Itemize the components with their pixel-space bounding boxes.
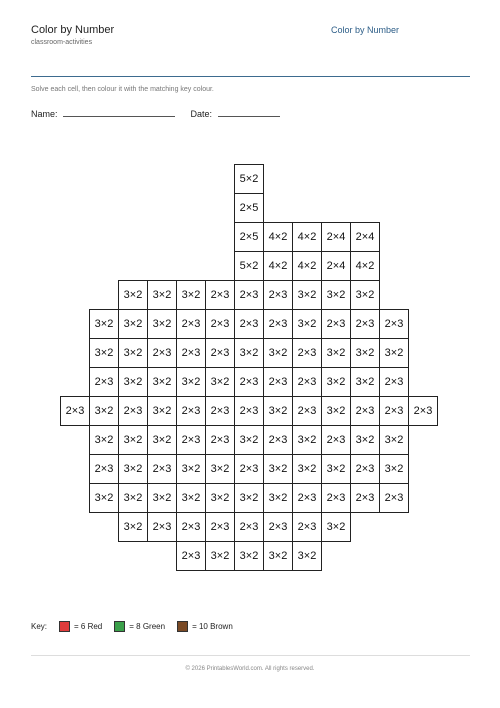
grid-cell[interactable]: 3×2 — [263, 541, 293, 571]
key-item-green — [114, 621, 165, 632]
page-title: Color by Number — [31, 24, 115, 36]
grid-cell[interactable]: 3×2 — [292, 280, 322, 310]
grid-cell[interactable]: 2×3 — [292, 367, 322, 397]
grid-cell[interactable]: 3×2 — [147, 280, 177, 310]
key-item-label: = 6 Red — [74, 622, 103, 631]
grid-cell[interactable]: 2×3 — [379, 309, 409, 339]
grid-cell[interactable]: 2×3 — [379, 483, 409, 513]
grid-cell[interactable]: 2×4 — [321, 251, 351, 281]
grid-cell[interactable]: 3×2 — [350, 338, 380, 368]
grid-cell[interactable]: 2×5 — [234, 222, 264, 252]
header-link[interactable]: Color by Number — [330, 25, 399, 35]
grid-cell[interactable]: 3×2 — [379, 338, 409, 368]
grid-cell[interactable]: 3×2 — [263, 454, 293, 484]
grid-cell[interactable]: 2×3 — [292, 338, 322, 368]
grid-cell[interactable]: 3×2 — [118, 425, 148, 455]
grid-cell[interactable]: 3×2 — [321, 280, 351, 310]
grid-cell[interactable]: 3×2 — [205, 454, 235, 484]
grid-cell[interactable]: 2×5 — [234, 193, 264, 223]
grid-cell[interactable]: 2×3 — [205, 280, 235, 310]
green-swatch — [114, 621, 125, 632]
grid-cell[interactable]: 3×2 — [234, 425, 264, 455]
grid-cell[interactable]: 2×3 — [263, 367, 293, 397]
grid-cell[interactable]: 2×3 — [350, 483, 380, 513]
grid-cell[interactable]: 2×3 — [292, 512, 322, 542]
grid-cell[interactable]: 2×3 — [234, 309, 264, 339]
grid-cell[interactable]: 3×2 — [321, 338, 351, 368]
key-item-red — [59, 621, 102, 632]
grid-cell[interactable]: 3×2 — [292, 454, 322, 484]
grid-cell[interactable]: 3×2 — [118, 338, 148, 368]
grid-cell[interactable]: 3×2 — [176, 454, 206, 484]
grid-cell[interactable]: 2×3 — [350, 454, 380, 484]
grid-cell[interactable]: 2×4 — [321, 222, 351, 252]
grid-cell[interactable]: 2×3 — [147, 338, 177, 368]
grid-cell[interactable]: 3×2 — [321, 367, 351, 397]
brown-swatch — [177, 621, 188, 632]
grid-cell[interactable]: 3×2 — [89, 483, 119, 513]
grid-cell[interactable]: 2×3 — [234, 367, 264, 397]
grid-cell[interactable]: 2×3 — [263, 280, 293, 310]
grid-cell[interactable]: 2×3 — [176, 396, 206, 426]
grid-cell[interactable]: 3×2 — [263, 338, 293, 368]
grid-cell[interactable]: 2×3 — [234, 512, 264, 542]
grid-cell[interactable]: 4×2 — [292, 222, 322, 252]
grid-cell[interactable]: 4×2 — [263, 222, 293, 252]
grid-cell[interactable]: 3×2 — [118, 454, 148, 484]
grid-cell[interactable]: 2×3 — [292, 396, 322, 426]
grid-cell[interactable]: 2×3 — [263, 425, 293, 455]
grid-cell[interactable]: 3×2 — [147, 396, 177, 426]
grid-cell[interactable]: 2×3 — [205, 512, 235, 542]
grid-cell[interactable]: 4×2 — [263, 251, 293, 281]
grid-cell[interactable]: 3×2 — [234, 483, 264, 513]
grid-cell[interactable]: 2×3 — [118, 396, 148, 426]
grid-cell[interactable]: 2×3 — [147, 454, 177, 484]
grid-cell[interactable]: 3×2 — [147, 367, 177, 397]
grid-cell[interactable]: 3×2 — [379, 454, 409, 484]
grid-cell[interactable]: 3×2 — [234, 541, 264, 571]
grid-cell[interactable]: 2×3 — [350, 309, 380, 339]
grid-cell[interactable]: 3×2 — [118, 280, 148, 310]
grid-cell[interactable]: 3×2 — [89, 425, 119, 455]
grid-cell[interactable]: 3×2 — [147, 425, 177, 455]
grid-cell[interactable]: 2×3 — [176, 512, 206, 542]
key-item-brown — [177, 621, 233, 632]
grid-cell[interactable]: 2×3 — [89, 367, 119, 397]
grid-cell[interactable]: 3×2 — [292, 309, 322, 339]
grid-cell[interactable]: 5×2 — [234, 164, 264, 194]
grid-cell[interactable]: 3×2 — [321, 396, 351, 426]
footer-copyright: © 2026 PrintablesWorld.com. All rights reserved. — [185, 666, 315, 672]
grid-cell[interactable]: 2×3 — [205, 396, 235, 426]
grid-cell[interactable]: 3×2 — [205, 541, 235, 571]
grid-cell[interactable]: 2×3 — [263, 309, 293, 339]
grid-cell[interactable]: 3×2 — [89, 396, 119, 426]
grid-cell[interactable]: 3×2 — [379, 425, 409, 455]
grid-cell[interactable]: 2×4 — [350, 222, 380, 252]
grid-cell[interactable]: 2×3 — [60, 396, 90, 426]
grid-cell[interactable]: 5×2 — [234, 251, 264, 281]
page-subtitle: classroom-activities — [31, 39, 93, 46]
grid-cell[interactable]: 2×3 — [350, 396, 380, 426]
grid-cell[interactable]: 3×2 — [234, 338, 264, 368]
grid-cell[interactable]: 2×3 — [234, 454, 264, 484]
grid-cell[interactable]: 2×3 — [263, 512, 293, 542]
grid-cell[interactable]: 2×3 — [234, 280, 264, 310]
grid-cell[interactable]: 3×2 — [176, 367, 206, 397]
grid-cell[interactable]: 2×3 — [321, 425, 351, 455]
grid-cell[interactable]: 4×2 — [350, 251, 380, 281]
grid-cell[interactable]: 3×2 — [176, 483, 206, 513]
grid-cell[interactable]: 2×3 — [408, 396, 438, 426]
grid-cell[interactable]: 3×2 — [89, 338, 119, 368]
grid-cell[interactable]: 3×2 — [147, 483, 177, 513]
grid-cell[interactable]: 2×3 — [205, 309, 235, 339]
grid-cell[interactable]: 3×2 — [292, 541, 322, 571]
grid-cell[interactable]: 3×2 — [263, 483, 293, 513]
grid-cell[interactable]: 4×2 — [292, 251, 322, 281]
grid-cell[interactable]: 3×2 — [350, 280, 380, 310]
red-swatch — [59, 621, 70, 632]
key-label: Key: — [31, 622, 48, 631]
grid-cell[interactable]: 3×2 — [205, 367, 235, 397]
grid-cell[interactable]: 2×3 — [176, 541, 206, 571]
grid-cell[interactable]: 3×2 — [118, 367, 148, 397]
grid-cell[interactable]: 2×3 — [89, 454, 119, 484]
grid-cell[interactable]: 3×2 — [176, 280, 206, 310]
grid-cell[interactable]: 2×3 — [379, 396, 409, 426]
grid-cell[interactable]: 3×2 — [321, 454, 351, 484]
grid-cell[interactable]: 2×3 — [176, 338, 206, 368]
grid-cell[interactable]: 3×2 — [350, 367, 380, 397]
grid-cell[interactable]: 3×2 — [118, 512, 148, 542]
grid-cell[interactable]: 3×2 — [89, 309, 119, 339]
color-key — [31, 621, 233, 632]
name-label: Name: — [31, 109, 58, 119]
grid-cell[interactable]: 3×2 — [118, 483, 148, 513]
grid-cell[interactable]: 3×2 — [205, 483, 235, 513]
grid-cell[interactable]: 2×3 — [205, 338, 235, 368]
key-item-label: = 8 Green — [129, 622, 166, 631]
key-item-label: = 10 Brown — [192, 622, 233, 631]
grid-cell[interactable]: 2×3 — [176, 425, 206, 455]
instructions: Solve each cell, then colour it with the matching key colour. — [31, 86, 214, 93]
grid-cell[interactable]: 2×3 — [292, 483, 322, 513]
grid-cell[interactable]: 2×3 — [176, 309, 206, 339]
footer-divider — [31, 655, 470, 656]
grid-cell[interactable]: 2×3 — [379, 367, 409, 397]
grid-cell[interactable]: 2×3 — [147, 512, 177, 542]
grid-cell[interactable]: 3×2 — [321, 512, 351, 542]
grid-cell[interactable]: 3×2 — [147, 309, 177, 339]
grid-cell[interactable]: 3×2 — [118, 309, 148, 339]
date-label: Date: — [190, 109, 213, 119]
grid-cell[interactable]: 2×3 — [234, 396, 264, 426]
grid-cell[interactable]: 2×3 — [205, 425, 235, 455]
grid-cell[interactable]: 2×3 — [321, 309, 351, 339]
grid-cell[interactable]: 3×2 — [292, 425, 322, 455]
grid-cell[interactable]: 2×3 — [321, 483, 351, 513]
grid-cell[interactable]: 3×2 — [350, 425, 380, 455]
grid-cell[interactable]: 3×2 — [263, 396, 293, 426]
